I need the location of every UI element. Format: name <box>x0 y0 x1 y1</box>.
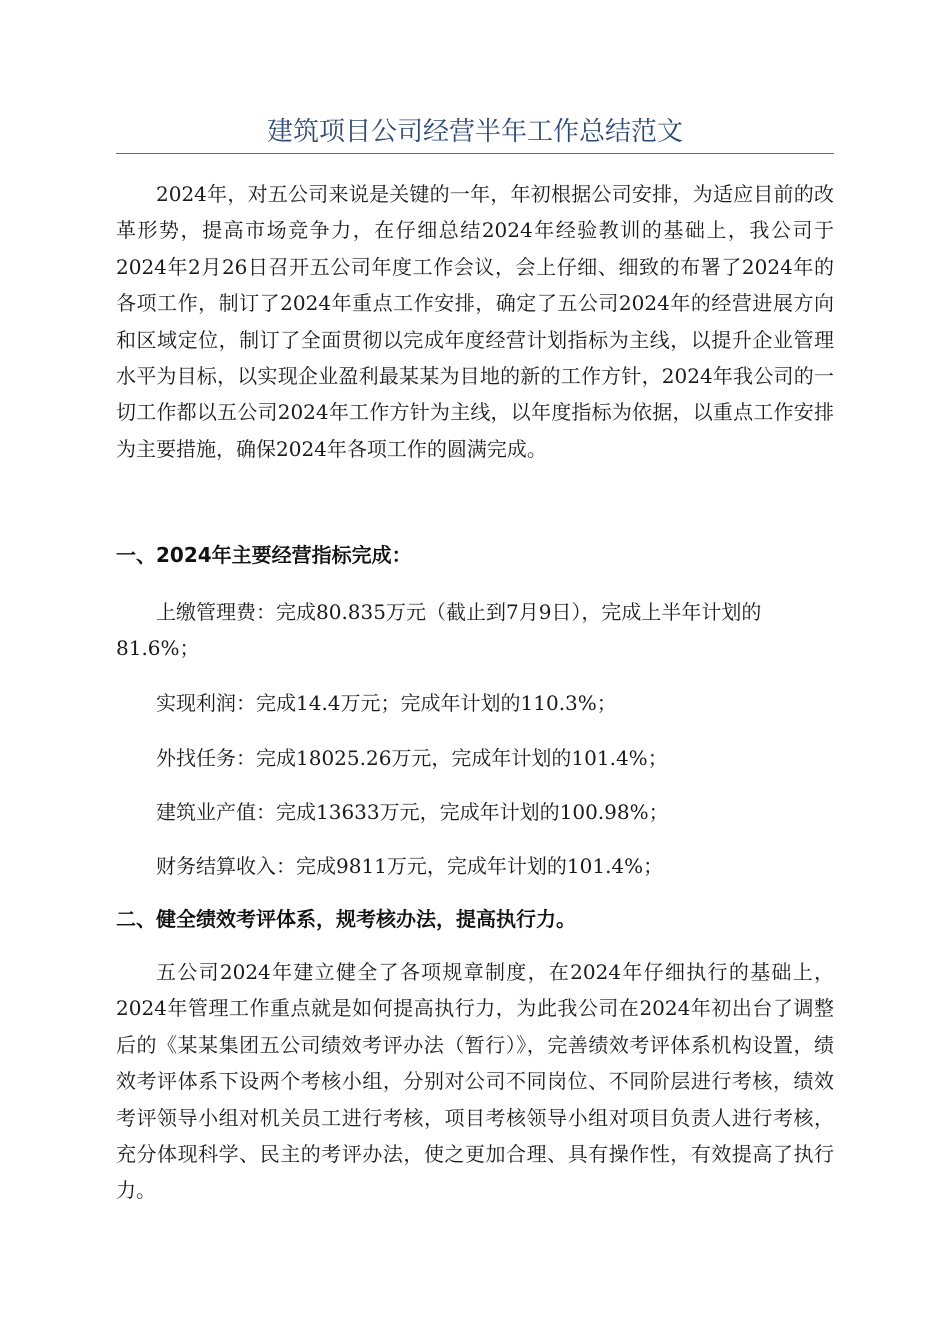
indicator-item: 财务结算收入：完成9811万元，完成年计划的101.4%； <box>156 854 664 878</box>
indicator-item: 外找任务：完成18025.26万元，完成年计划的101.4%； <box>156 746 668 770</box>
title-underline <box>116 153 834 154</box>
indicator-item: 实现利润：完成14.4万元；完成年计划的110.3%； <box>156 691 617 715</box>
indicator-item: 上缴管理费：完成80.835万元（截止到7月9日），完成上半年计划的81.6%； <box>116 600 762 661</box>
document-title: 建筑项目公司经营半年工作总结范文 <box>266 117 683 147</box>
indicator-item: 建筑业产值：完成13633万元，完成年计划的100.98%； <box>156 800 669 824</box>
section2-paragraph: 五公司2024年建立健全了各项规章制度，在2024年仔细执行的基础上，2024年管理工作重点就是如何提高执行力，为此我公司在2024年初出台了调整后的《某某集团五公司绩效考评办法（暂行）》，完善绩效考评体系机构设置，绩效考评体系下设两个考核小组，分别对公司不同岗位、不同阶层进行考核，绩效考评领导小组对机关员工进行考核，项目考核领导小组对项目负责人进行考核，充分体现科学、民主的考评办法，使之更加合理、具有操作性，有效提高了执行力。 <box>116 960 834 1203</box>
section-heading-2: 二、健全绩效考评体系，规考核办法，提高执行力。 <box>116 907 576 931</box>
intro-paragraph: 2024年，对五公司来说是关键的一年，年初根据公司安排，为适应目前的改革形势，提高市场竞争力，在仔细总结2024年经验教训的基础上，我公司于2024年2月26日召开五公司年度工作会议，会上仔细、细致的布署了2024年的各项工作，制订了2024年重点工作安排，确定了五公司2024年的经营进展方向和区域定位，制订了全面贯彻以完成年度经营计划指标为主线，以提升企业管理水平为目标，以实现企业盈利最某某为目地的新的工作方针，2024年我公司的一切工作都以五公司2024年工作方针为主线，以年度指标为依据，以重点工作安排为主要措施，确保2024年各项工作的圆满完成。 <box>116 182 834 461</box>
section-heading-1: 一、2024年主要经营指标完成： <box>116 543 412 567</box>
